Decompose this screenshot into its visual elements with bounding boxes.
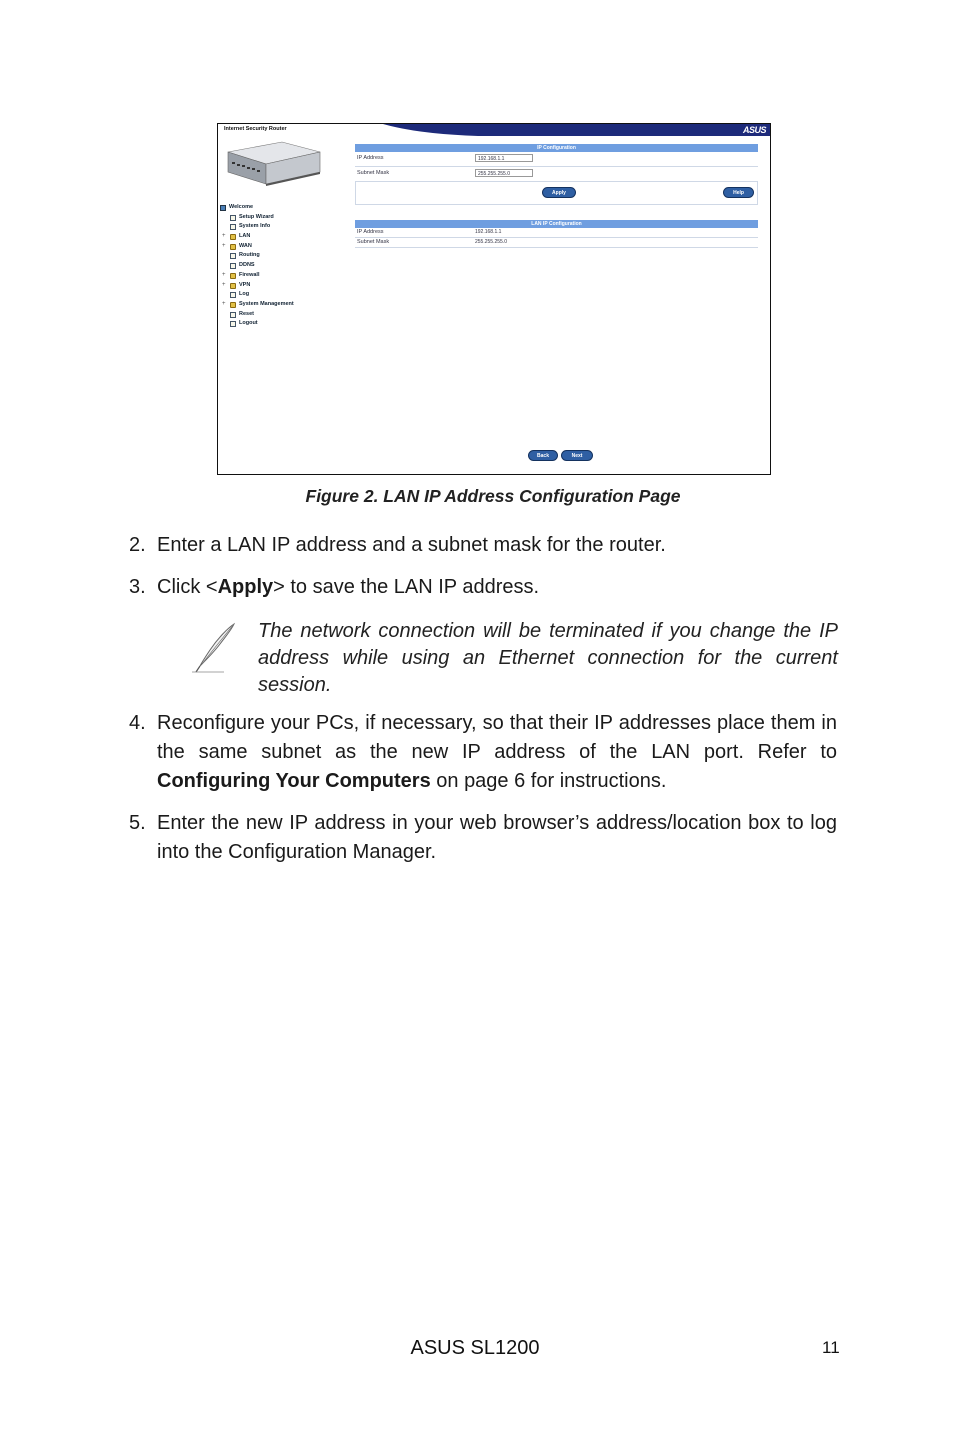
back-button[interactable]: Back [528,450,558,461]
tree-item-system-management[interactable] [220,301,340,311]
doc-icon [230,253,236,259]
router-device-image [220,132,324,196]
apply-button[interactable]: Apply [542,187,576,198]
expand-icon[interactable]: + [222,242,226,249]
note-text: The network connection will be terminated if you change the IP address while using an Ethernet connection for the current session. [258,620,838,696]
ip-address-input[interactable]: 192.168.1.1 [475,154,533,162]
figure-caption: Figure 2. LAN IP Address Configuration Page [305,486,681,506]
router-config-screenshot [217,123,771,475]
expand-icon[interactable]: + [222,281,226,288]
lan-subnet-mask-label: Subnet Mask [357,239,390,245]
doc-icon [230,292,236,298]
home-icon [220,205,226,211]
router-device-icon [224,138,322,190]
lan-ip-address-label: IP Address [357,229,384,235]
tree-item-label: Logout [239,320,258,327]
tree-item-label: WAN [239,242,252,249]
page-number: 11 [822,1338,840,1357]
tree-item-label: Routing [239,252,260,259]
step-4-number: 4. [129,712,146,734]
doc-icon [230,224,236,230]
ip-configuration-section [355,144,758,205]
tree-item-wan[interactable] [220,243,340,253]
folder-icon [230,244,236,250]
step-4-text-pre: Reconfigure your PCs, if necessary, so that their IP addresses place them in the same subnet as the new IP address of the LAN port. Refer to [157,712,837,763]
tree-item-reset[interactable] [220,311,340,321]
tree-item-label: Log [239,291,250,298]
tree-item-vpn[interactable] [220,282,340,292]
lan-ip-configuration-section [355,220,758,248]
doc-icon [230,215,236,221]
tree-item-label: System Info [239,223,271,230]
banner-title: Internet Security Router [224,126,287,132]
folder-icon [230,273,236,279]
ip-address-row [355,152,758,167]
folder-icon [230,283,236,289]
tree-item-routing[interactable] [220,252,340,262]
step-4-text [157,709,837,796]
step-4-configuring-link-bold: Configuring Your Computers [157,770,431,792]
step-2-number: 2. [129,534,146,556]
folder-icon [230,234,236,240]
expand-icon[interactable]: + [222,271,226,278]
lan-subnet-mask-row [355,238,758,248]
ip-config-button-bar [355,182,758,205]
subnet-mask-label: Subnet Mask [357,170,390,176]
lan-ip-address-row [355,228,758,238]
subnet-mask-input[interactable]: 255.255.255.0 [475,169,533,177]
tree-item-welcome[interactable] [220,204,340,214]
tree-item-label: System Management [239,300,294,307]
expand-icon[interactable]: + [222,233,226,240]
step-5-number: 5. [129,812,146,834]
tree-item-logout[interactable] [220,320,340,330]
tree-item-setup-wizard[interactable] [220,214,340,224]
step-5-text: Enter the new IP address in your web browser’s address/location box to log into the Configuration Manager. [157,812,837,863]
tree-item-firewall[interactable] [220,272,340,282]
step-3-apply-bold: Apply [217,576,274,598]
subnet-mask-row [355,167,758,182]
ip-address-label: IP Address [357,155,384,161]
tree-item-system-info[interactable] [220,223,340,233]
step-3-number: 3. [129,576,146,598]
tree-item-label: LAN [239,233,251,240]
step-3-text-post: > to save the LAN IP address. [273,576,540,598]
tree-item-label: Reset [239,310,254,317]
tree-item-label: DDNS [239,262,255,269]
tree-item-ddns[interactable] [220,262,340,272]
tree-item-label: Setup Wizard [239,213,274,220]
note-pen-icon [188,620,238,674]
doc-icon [230,312,236,318]
expand-icon[interactable]: + [222,300,226,307]
next-button[interactable]: Next [561,450,593,461]
tree-item-label: VPN [239,281,251,288]
navigation-tree [220,204,340,330]
asus-logo: ASUS [742,125,766,135]
tree-item-lan[interactable] [220,233,340,243]
ip-configuration-header: IP Configuration [355,144,758,152]
help-button[interactable]: Help [723,187,754,198]
tree-item-log[interactable] [220,291,340,301]
step-3-text [157,573,837,602]
step-2-text: Enter a LAN IP address and a subnet mask for the router. [157,534,666,556]
lan-ip-address-value: 192.168.1.1 [475,229,502,235]
folder-icon [230,302,236,308]
tree-item-label: Welcome [229,204,254,210]
doc-icon [230,321,236,327]
step-3-text-pre: Click < [157,576,218,598]
lan-subnet-mask-value: 255.255.255.0 [475,239,507,245]
doc-icon [230,263,236,269]
tree-item-label: Firewall [239,271,260,278]
step-4-text-post: on page 6 for instructions. [430,770,667,792]
footer-product-name: ASUS SL1200 [410,1337,540,1359]
lan-ip-configuration-header: LAN IP Configuration [355,220,758,228]
